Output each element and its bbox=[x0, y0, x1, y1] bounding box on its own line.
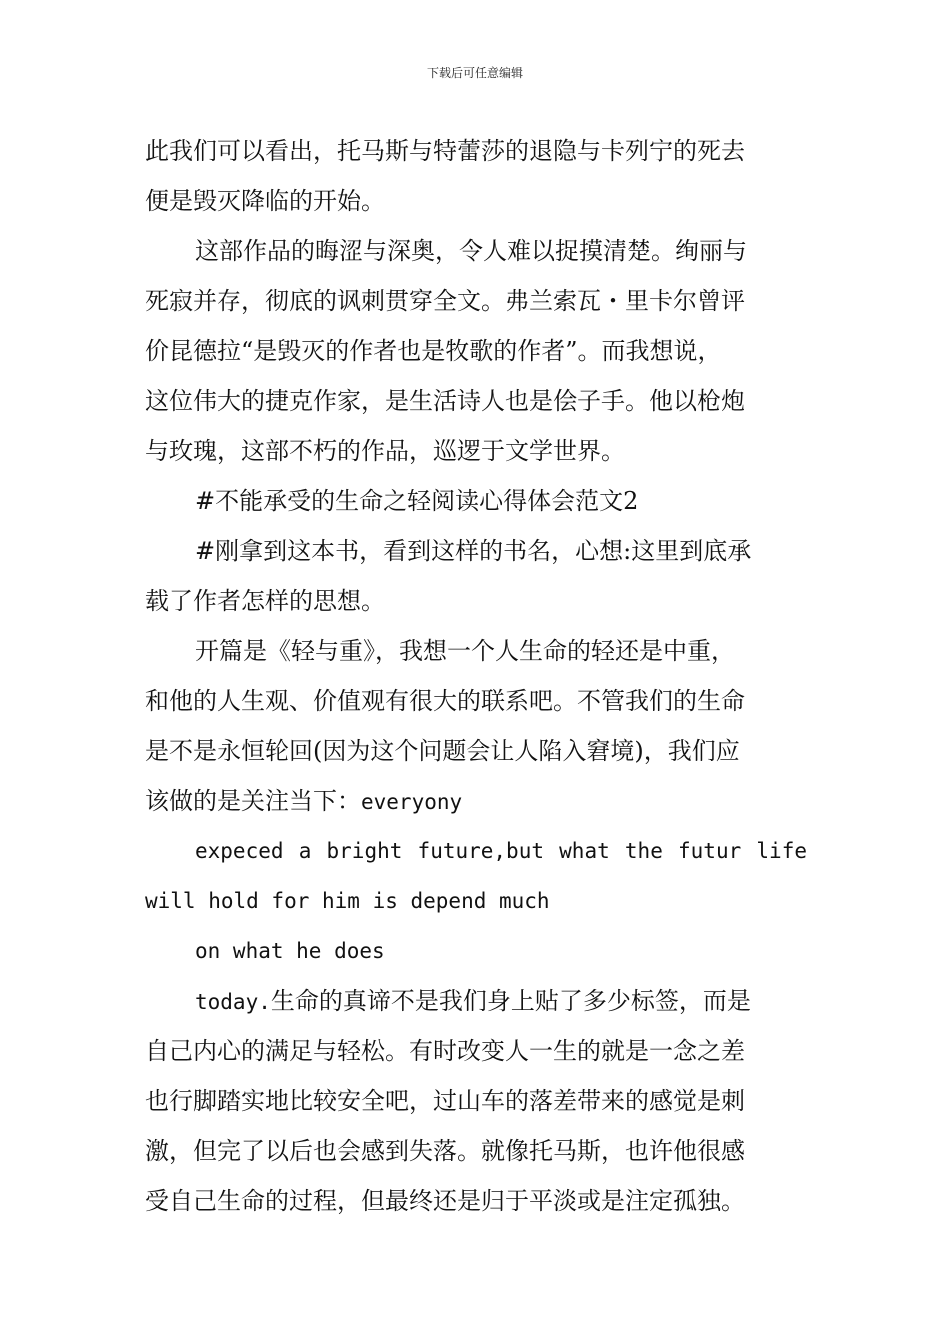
text-line: 此我们可以看出，托马斯与特蕾莎的退隐与卡列宁的死去 bbox=[145, 137, 745, 165]
word: expeced bbox=[195, 839, 284, 863]
text-line: 死寂并存，彻底的讽刺贯穿全文。弗兰索瓦・里卡尔曾评 bbox=[145, 287, 745, 315]
text-line: 便是毁灭降临的开始。 bbox=[145, 187, 385, 215]
text-line: 自己内心的满足与轻松。有时改变人一生的就是一念之差 bbox=[145, 1037, 745, 1065]
word: bright bbox=[326, 839, 403, 863]
text-line: 这位伟大的捷克作家，是生活诗人也是侩子手。他以枪炮 bbox=[145, 387, 745, 415]
word: futur bbox=[678, 839, 742, 863]
text-line: will hold for him is depend much bbox=[145, 889, 550, 913]
paragraph-start: #刚拿到这本书，看到这样的书名，心想:这里到底承 bbox=[195, 537, 752, 565]
paragraph-start: 开篇是《轻与重》，我想一个人生命的轻还是中重， bbox=[195, 637, 735, 665]
text-line: on what he does bbox=[195, 939, 385, 963]
text-line-mixed bbox=[145, 776, 807, 826]
text-line: 载了作者怎样的思想。 bbox=[145, 587, 385, 615]
text-segment-chinese: 生命的真谛不是我们身上贴了多少标签，而是 bbox=[270, 987, 751, 1015]
section-heading: #不能承受的生命之轻阅读心得体会范文2 bbox=[195, 487, 639, 515]
word: the bbox=[624, 839, 663, 863]
text-segment-latin: today. bbox=[195, 990, 271, 1014]
text-line: 是不是永恒轮回(因为这个问题会让人陷入窘境)，我们应 bbox=[145, 737, 740, 765]
text-line: 也行脚踏实地比较安全吧，过山车的落差带来的感觉是刺 bbox=[145, 1087, 745, 1115]
text-segment-latin: everyony bbox=[361, 790, 463, 814]
word: a bbox=[298, 839, 312, 863]
text-line: 价昆德拉“是毁灭的作者也是牧歌的作者”。而我想说， bbox=[145, 337, 722, 365]
text-line: 与玫瑰，这部不朽的作品，巡逻于文学世界。 bbox=[145, 437, 625, 465]
text-line-mixed bbox=[145, 976, 807, 1026]
word: future,but bbox=[417, 839, 544, 863]
text-segment-chinese: 该做的是关注当下： bbox=[145, 787, 361, 815]
paragraph-start: 这部作品的晦涩与深奥，令人难以捉摸清楚。绚丽与 bbox=[195, 237, 747, 265]
document-body bbox=[145, 126, 807, 1226]
text-line: 受自己生命的过程，但最终还是归于平淡或是注定孤独。 bbox=[145, 1187, 745, 1215]
text-line: 激，但完了以后也会感到失落。就像托马斯，也许他很感 bbox=[145, 1137, 745, 1165]
text-line: 和他的人生观、价值观有很大的联系吧。不管我们的生命 bbox=[145, 687, 745, 715]
text-line-justified bbox=[145, 826, 807, 876]
word: what bbox=[559, 839, 610, 863]
page-header: 下载后可任意编辑 bbox=[426, 66, 523, 80]
word: life bbox=[756, 839, 807, 863]
